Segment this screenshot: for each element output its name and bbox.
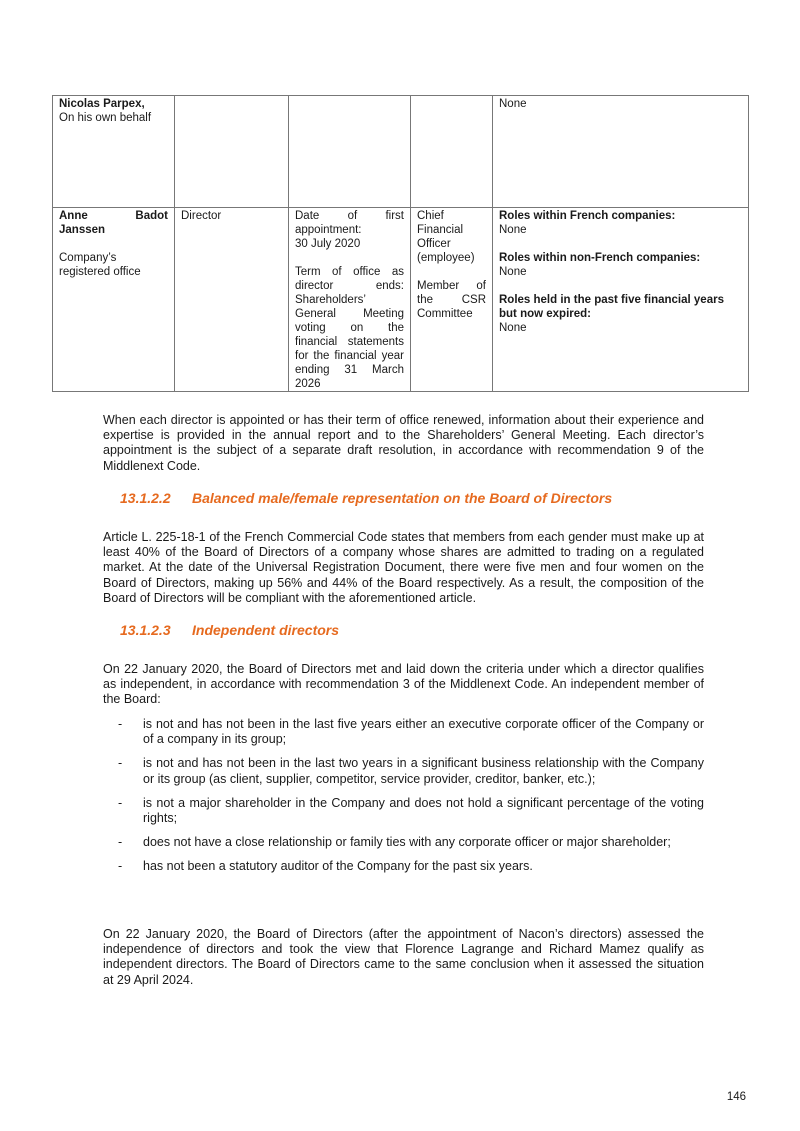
list-item — [118, 717, 704, 747]
page-number: 146 — [726, 1091, 746, 1103]
section-title: Balanced male/female representation on the Board of Directors — [192, 490, 613, 506]
bullet-dash: - — [118, 717, 123, 731]
independence-assessment-paragraph: On 22 January 2020, the Board of Directors (after the appointment of Nacon’s directors) assessed the independence of directors and took the view that Florence Lagrange and Richard Mamez qualify as independent directors. The Board of Directors came to the same conclusion when it assessed the situation at 29 April 2024. — [103, 927, 704, 987]
roles-past-label: Roles held in the past five financial years but now expired: — [499, 294, 724, 320]
director-name-cell — [53, 208, 175, 392]
criterion-text: does not have a close relationship or family ties with any corporate officer or major shareholder; — [143, 835, 671, 850]
independence-criteria-list — [118, 717, 704, 884]
independence-intro-paragraph: On 22 January 2020, the Board of Directors met and laid down the criteria under which a director qualifies as independent, in accordance with recommendation 3 of the Middlenext Code. An independent member of the Board: — [103, 662, 704, 707]
address-line: registered office — [59, 266, 141, 278]
director-name-cell — [53, 96, 175, 208]
name-middle: Badot — [135, 210, 168, 222]
section-number: 13.1.2.3 — [120, 622, 171, 638]
list-item — [118, 756, 704, 786]
term-end-text: Term of office as director ends: Shareholders’ General Meeting voting on the financial statements for the financial year ending 31 March 2026 — [295, 266, 404, 390]
function-cell — [411, 208, 493, 392]
function-cell — [411, 96, 493, 208]
list-item — [118, 796, 704, 826]
roles-cell — [493, 208, 749, 392]
roles-nonfrench-label: Roles within non-French companies: — [499, 252, 701, 264]
director-representation: On his own behalf — [59, 112, 152, 124]
list-item — [118, 859, 704, 874]
director-name: Nicolas Parpex, — [59, 98, 145, 110]
committee-membership: Member of the CSR Committee — [417, 280, 486, 320]
list-item — [118, 835, 704, 850]
criterion-text: has not been a statutory auditor of the Company for the past six years. — [143, 859, 533, 874]
bullet-dash: - — [118, 756, 123, 771]
dates-cell — [289, 96, 411, 208]
table-row — [53, 96, 749, 208]
criterion-text: is not and has not been in the last five years either an executive corporate officer of the Company or of a company in its group; — [143, 717, 704, 747]
directors-table — [52, 95, 749, 392]
bullet-dash: - — [118, 859, 123, 874]
address-line: Company’s — [59, 252, 117, 264]
criterion-text: is not a major shareholder in the Company and does not hold a significant percentage of the voting rights; — [143, 795, 704, 826]
bullet-dash: - — [118, 795, 123, 810]
criterion-text: is not and has not been in the last two years in a significant business relationship with the Company or its group (as client, supplier, competitor, service provider, creditor, banker, etc.); — [143, 756, 704, 786]
section-title: Independent directors — [192, 622, 340, 638]
position-cell — [175, 96, 289, 208]
position-cell — [175, 208, 289, 392]
gender-balance-paragraph: Article L. 225-18-1 of the French Commercial Code states that members from each gender must make up at least 40% of the Board of Directors of a company whose shares are admitted to trading on a regulated market. At the date of the Universal Registration Document, there were five men and four women on the Board of Directors, making up 56% and 44% of the Board respectively. As a result, the composition of the Board of Directors will be compliant with the aforementioned article. — [103, 530, 704, 605]
roles-value: None — [499, 98, 527, 110]
director-name — [59, 209, 168, 223]
table-row — [53, 208, 749, 392]
section-heading — [120, 490, 612, 506]
name-last: Janssen — [59, 224, 106, 236]
section-number: 13.1.2.2 — [120, 490, 171, 506]
function-main: Chief Financial Officer (employee) — [417, 210, 475, 264]
roles-cell — [493, 96, 749, 208]
intro-paragraph: When each director is appointed or has their term of office renewed, information about their experience and expertise is provided in the annual report and to the Shareholders’ General Meeting. Each director’s appointment is the subject of a separate draft resolution, in accordance with recommendation 9 of the Middlenext Code. — [103, 413, 704, 473]
bullet-dash: - — [118, 835, 123, 850]
position-value: Director — [181, 210, 222, 222]
first-appointment-label: Date of first appointment: — [295, 210, 404, 236]
roles-past-value: None — [499, 322, 527, 334]
roles-french-value: None — [499, 224, 527, 236]
name-first: Anne — [59, 210, 88, 222]
first-appointment-value: 30 July 2020 — [295, 238, 361, 250]
dates-cell — [289, 208, 411, 392]
roles-nonfrench-value: None — [499, 266, 527, 278]
roles-french-label: Roles within French companies: — [499, 210, 676, 222]
section-heading — [120, 622, 339, 638]
